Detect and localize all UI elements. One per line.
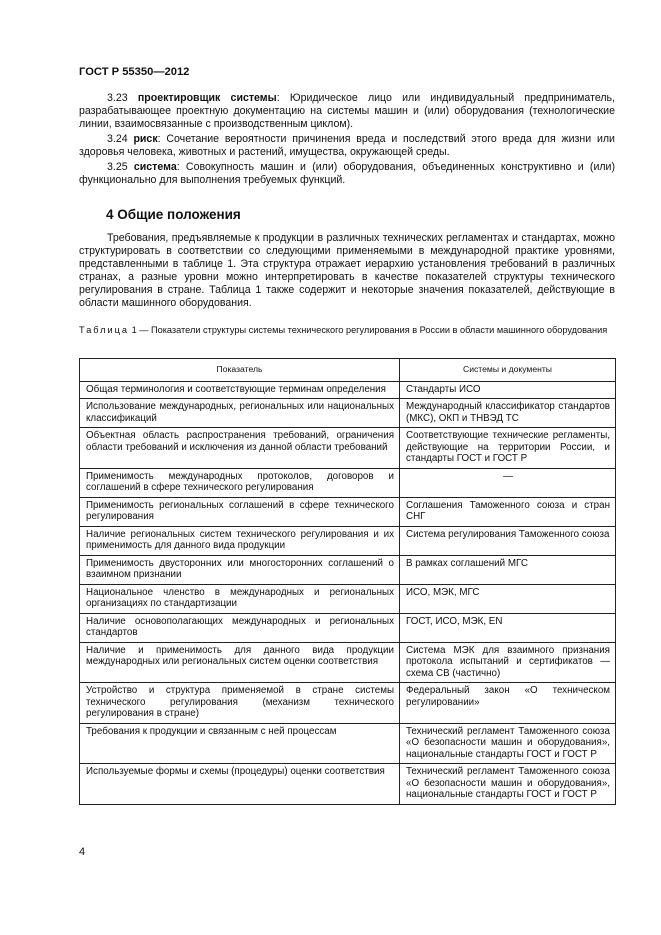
cell-indicator: Использование международных, региональных или национальных классификаций: [80, 399, 400, 428]
cell-indicator: Наличие региональных систем технического регулирования и их применимость для данного вида продукции: [80, 526, 400, 555]
cell-indicator: Наличие и применимость для данного вида продукции международных или региональных систем оценки соответствия: [80, 642, 400, 683]
definition-term: риск: [133, 133, 158, 145]
cell-indicator: Устройство и структура применяемой в стране системы технического регулирования (механизм технического регулирования в стране): [80, 683, 400, 724]
definition-number: 3.25: [107, 161, 128, 173]
definition-term: система: [133, 161, 177, 173]
cell-systems: —: [400, 468, 616, 497]
table-caption: [79, 325, 619, 337]
table-caption-text: 1 — Показатели структуры системы технического регулирования в России в области машинного оборудования: [131, 325, 608, 335]
cell-systems: Соответствующие технические регламенты, действующие на территории России, и стандарты ГОСТ и ГОСТ Р: [400, 428, 616, 469]
table-header-row: [80, 359, 616, 382]
table-row: [80, 613, 616, 642]
table-row: [80, 642, 616, 683]
table-row: [80, 497, 616, 526]
definition-text: : Сочетание вероятности причинения вреда и последствий этого вреда для жизни или здоровья человека, животных и растений, имущества, окружающей среды.: [79, 133, 615, 158]
definition-3-24: [79, 133, 615, 159]
column-header-systems: Системы и документы: [400, 359, 616, 382]
definition-text: : Юридическое лицо или индивидуальный предприниматель, разрабатывающее проектную документацию на системы машин и (или) оборудования (технологические линии, взаимосвязанные с производственным циклом).: [79, 92, 616, 130]
definition-number: 3.23: [107, 92, 128, 104]
cell-systems: ГОСТ, ИСО, МЭК, EN: [400, 613, 616, 642]
table-row: [80, 468, 616, 497]
definitions-block: [79, 92, 615, 189]
table-row: [80, 683, 616, 724]
definition-3-23: [79, 92, 615, 131]
cell-systems: Международный классификатор стандартов (МКС), ОКП и ТНВЭД ТС: [400, 399, 616, 428]
cell-systems: Федеральный закон «О техническом регулировании»: [400, 683, 616, 724]
cell-indicator: Наличие основополагающих международных и региональных стандартов: [80, 613, 400, 642]
cell-indicator: Требования к продукции и связанным с ней процессам: [80, 723, 400, 764]
cell-indicator: Применимость региональных соглашений в сфере технического регулирования: [80, 497, 400, 526]
indicators-table: [79, 358, 616, 805]
cell-systems: ИСО, МЭК, МГС: [400, 584, 616, 613]
table-row: [80, 764, 616, 805]
column-header-indicator: Показатель: [80, 359, 400, 382]
table-caption-label: Таблица: [79, 325, 130, 335]
table-row: [80, 584, 616, 613]
table-row: [80, 428, 616, 469]
section-title: 4 Общие положения: [106, 207, 241, 222]
table-row: [80, 555, 616, 584]
cell-indicator: Используемые формы и схемы (процедуры) оценки соответствия: [80, 764, 400, 805]
cell-systems: Система регулирования Таможенного союза: [400, 526, 616, 555]
cell-systems: Соглашения Таможенного союза и стран СНГ: [400, 497, 616, 526]
table-row: [80, 526, 616, 555]
cell-systems: Система МЭК для взаимного признания протокола испытаний и сертификатов — схема СВ (частично): [400, 642, 616, 683]
cell-indicator: Применимость международных протоколов, договоров и соглашений в сфере технического регулирования: [80, 468, 400, 497]
cell-indicator: Объектная область распространения требований, ограничения области требований и исключения из данной области требований: [80, 428, 400, 469]
cell-indicator: Национальное членство в международных и региональных организациях по стандартизации: [80, 584, 400, 613]
document-header: ГОСТ Р 55350—2012: [79, 66, 190, 78]
cell-indicator: Общая терминология и соответствующие терминам определения: [80, 381, 400, 399]
definition-text: : Совокупность машин и (или) оборудования, объединенных конструктивно и (или) функционально для выполнения требуемых функций.: [79, 161, 615, 186]
table-row: [80, 723, 616, 764]
cell-systems: Технический регламент Таможенного союза «О безопасности машин и оборудования», национальные стандарты ГОСТ и ГОСТ Р: [400, 764, 616, 805]
cell-indicator: Применимость двусторонних или многосторонних соглашений о взаимном признании: [80, 555, 400, 584]
table-row: [80, 399, 616, 428]
cell-systems: В рамках соглашений МГС: [400, 555, 616, 584]
definition-3-25: [79, 161, 615, 187]
definition-term: проектировщик системы: [137, 92, 277, 104]
cell-systems: Стандарты ИСО: [400, 381, 616, 399]
table-row: [80, 381, 616, 399]
cell-systems: Технический регламент Таможенного союза «О безопасности машин и оборудования», национальные стандарты ГОСТ и ГОСТ Р: [400, 723, 616, 764]
section-paragraph: Требования, предъявляемые к продукции в различных технических регламентах и стандартах, можно структурировать в соответствии со следующими применяемыми в международной практике уровнями, представленными в таблице 1. Эта структура отражает иерархию установления требований в различных странах, а разные уровни можно интерпретировать в качестве показателей структуры технического регулирования в стране. Таблица 1 также содержит и некоторые значения показателей, действующие в области машинного оборудования.: [79, 232, 615, 309]
page-number: 4: [79, 846, 86, 858]
definition-number: 3.24: [107, 133, 128, 145]
